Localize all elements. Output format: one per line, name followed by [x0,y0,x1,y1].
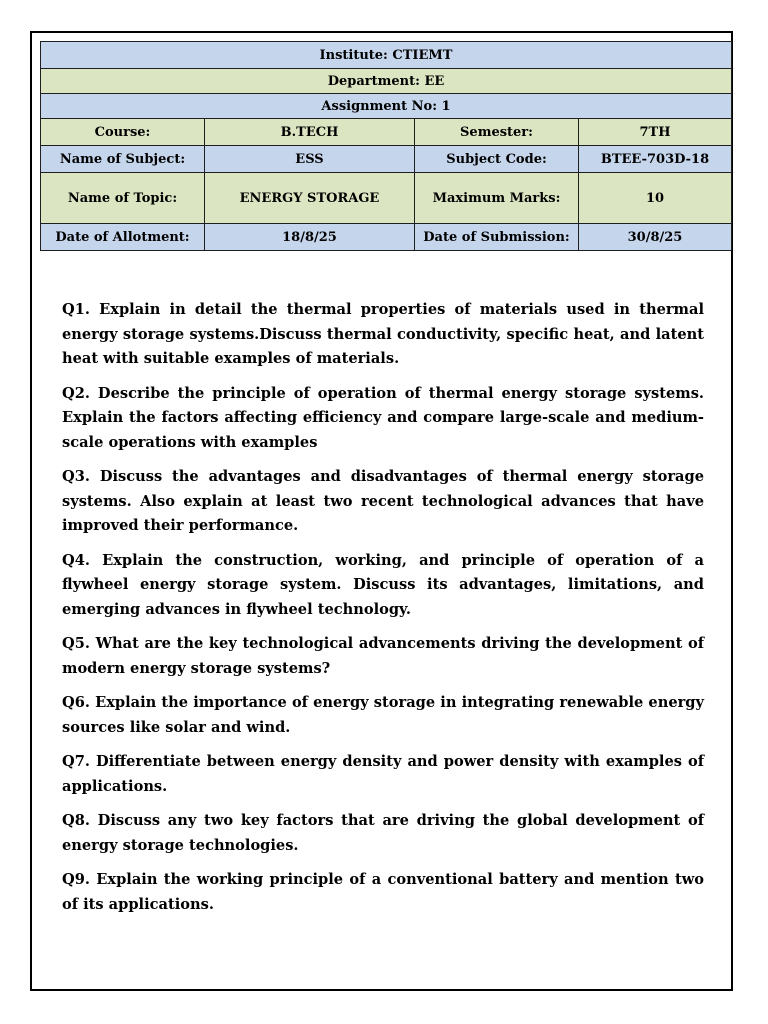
institute-title: Institute: CTIEMT [41,42,732,69]
department-title: Department: EE [41,69,732,94]
question-item: Q8. Discuss any two key factors that are driving the global development of energy storage technologies. [62,812,704,854]
semester-label: Semester: [415,119,579,146]
page-border [30,31,733,991]
subject-value: ESS [205,146,415,173]
question-item: Q3. Discuss the advantages and disadvantages of thermal energy storage systems. Also explain at least two recent technological advances that have improved their performance. [62,468,704,534]
submission-label: Date of Submission: [415,224,579,251]
assignment-row [41,94,732,119]
question-item: Q4. Explain the construction, working, and principle of operation of a flywheel energy storage system. Discuss its advantages, limitations, and emerging advances in flywheel technology. [62,551,704,618]
subject-code-label: Subject Code: [415,146,579,173]
question-item: Q5. What are the key technological advancements driving the development of modern energy storage systems? [62,635,704,677]
course-label: Course: [41,119,205,146]
topic-value: ENERGY STORAGE [205,173,415,224]
topic-label: Name of Topic: [41,173,205,224]
allotment-value: 18/8/25 [205,224,415,251]
question-item: Q6. Explain the importance of energy storage in integrating renewable energy sources like solar and wind. [62,694,704,736]
date-row [41,224,732,251]
submission-value: 30/8/25 [579,224,732,251]
question-item: Q7. Differentiate between energy density and power density with examples of applications. [62,753,704,795]
question-item: Q9. Explain the working principle of a conventional battery and mention two of its applications. [62,871,704,913]
question-item: Q1. Explain in detail the thermal properties of materials used in thermal energy storage systems.Discuss thermal conductivity, specific heat, and latent heat with suitable examples of materials. [62,301,704,367]
semester-value: 7TH [579,119,732,146]
assignment-header-table [40,41,732,251]
question-list [62,298,704,927]
department-row [41,69,732,94]
question-item: Q2. Describe the principle of operation of thermal energy storage systems. Explain the factors affecting efficiency and compare large-scale and medium-scale operations with examples [62,384,704,451]
subject-row [41,146,732,173]
course-value: B.TECH [205,119,415,146]
max-marks-value: 10 [579,173,732,224]
allotment-label: Date of Allotment: [41,224,205,251]
course-row [41,119,732,146]
max-marks-label: Maximum Marks: [415,173,579,224]
institute-row [41,42,732,69]
assignment-number: Assignment No: 1 [41,94,732,119]
topic-row [41,173,732,224]
subject-label: Name of Subject: [41,146,205,173]
subject-code-value: BTEE-703D-18 [579,146,732,173]
